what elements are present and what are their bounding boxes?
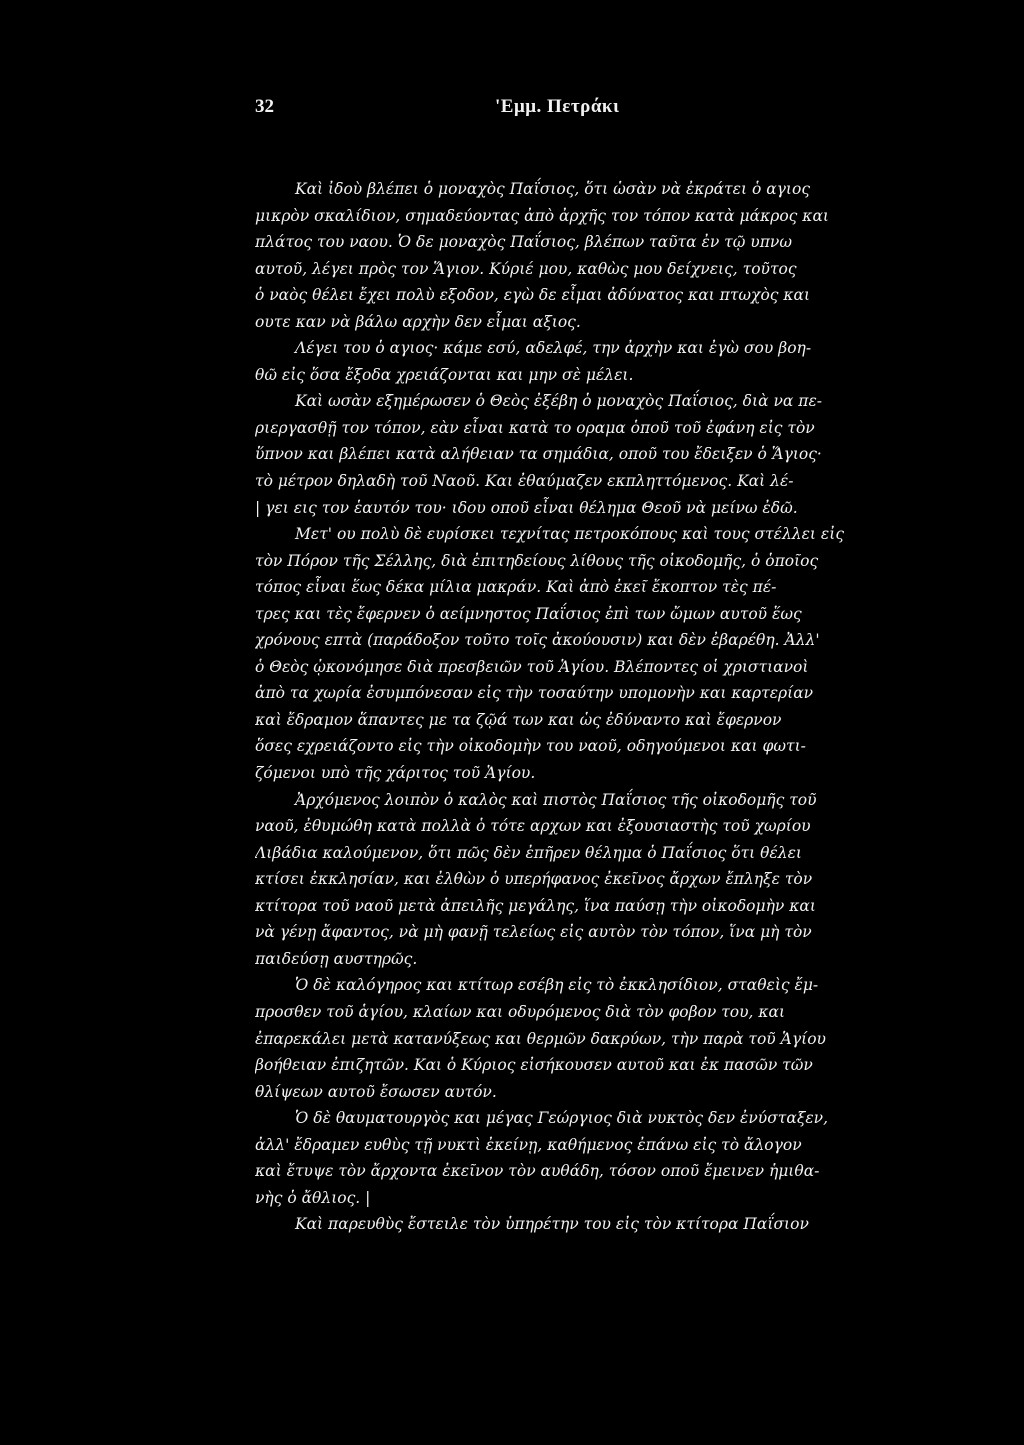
text-line: ὁ Θεὸς ᾠκονόμησε διὰ πρεσβειῶν τοῦ Ἁγίου. Βλέποντες οἱ χριστιανοὶ [255,657,809,676]
text-line: βοήθειαν ἐπιζητῶν. Και ὁ Κύριος εἰσήκουσεν αυτοῦ και ἐκ πασῶν τῶν [255,1056,813,1075]
text-line: ἐπαρεκάλει μετὰ κατανύξεως και θερμῶν δακρύων, τὴν παρὰ τοῦ Ἁγίου [255,1029,826,1048]
text-line: αυτοῦ, λέγει πρὸς τον Ἅγιον. Κύριέ μου, καθὼς μου δείχνεις, τοῦτος [255,259,797,278]
text-line: ναοῦ, ἐθυμώθη κατὰ πολλὰ ὁ τότε αρχων και ἐξουσιαστὴς τοῦ χωρίου [255,817,811,836]
text-line: νὴς ὁ ἄθλιος. | [255,1188,371,1207]
text-line: ριεργασθῇ τον τόπον, εὰν εἶναι κατὰ το οραμα ὁποῦ τοῦ ἐφάνη εἰς τὸν [255,418,815,437]
text-line: πλάτος του ναου. Ὁ δε μοναχὸς Παΐσιος, βλέπων ταῦτα ἐν τῷ υπνω [255,233,792,252]
text-line: ὁ ναὸς θέλει ἔχει πολὺ εξοδον, εγὼ δε εἶμαι ἀδύνατος και πτωχὸς και [255,286,811,305]
text-line: Λιβάδια καλούμενον, ὅτι πῶς δὲν ἐπῆρεν θέλημα ὁ Παΐσιος ὅτι θέλει [255,843,802,862]
text-line: παιδεύσῃ αυστηρῶς. [255,949,418,968]
text-line: μικρὸν σκαλίδιον, σημαδεύοντας ἀπὸ ἀρχῆς τον τόπον κατὰ μάκρος και [255,206,829,225]
body-text [255,176,880,1238]
text-line: ὅσες εχρειάζοντο εἰς τὴν οἰκοδομὴν του ναοῦ, οδηγούμενοι και φωτι- [255,737,806,756]
text-line: θῶ εἰς ὅσα ἔξοδα χρειάζονται και μην σὲ μέλει. [255,365,634,384]
text-line: καὶ ἔδραμον ἅπαντες με τα ζῷά των και ὡς ἐδύναντο καὶ ἔφερνον [255,710,782,729]
text-line: θλίψεων αυτοῦ ἔσωσεν αυτόν. [255,1082,497,1101]
text-line: κτίτορα τοῦ ναοῦ μετὰ ἀπειλῆς μεγάλης, ἵνα παύσῃ τὴν οἰκοδομὴν και [255,896,816,915]
text-line: χρόνους επτὰ (παράδοξον τοῦτο τοῖς ἀκούουσιν) και δὲν ἐβαρέθη. Ἀλλ' [255,631,820,650]
text-line: τρες και τὲς ἔφερνεν ὁ αείμνηστος Παΐσιος ἐπὶ των ὤμων αυτοῦ ἕως [255,604,802,623]
text-line: ουτε καν νὰ βάλω αρχὴν δεν εἶμαι αξιος. [255,312,581,331]
text-line: Ἀρχόμενος λοιπὸν ὁ καλὸς καὶ πιστὸς Παΐσιος τῆς οἰκοδομῆς τοῦ [295,790,817,809]
text-line: Καὶ παρευθὺς ἔστειλε τὸν ὑπηρέτην του εἰς τὸν κτίτορα Παΐσιον [295,1215,809,1234]
text-line: Ὁ δὲ θαυματουργὸς και μέγας Γεώργιος διὰ νυκτὸς δεν ἐνύσταξεν, [295,1109,829,1128]
running-head: 'Εμμ. Πετράκι [495,96,620,117]
text-line: καὶ ἔτυψε τὸν ἄρχοντα ἐκεῖνον τὸν αυθάδη, τόσον οποῦ ἔμεινεν ἡμιθα- [255,1162,820,1181]
text-line: ὕπνον και βλέπει κατὰ αλήθειαν τα σημάδια, οποῦ του ἔδειξεν ὁ Ἅγιος· [255,445,822,464]
text-line: Καὶ ωσὰν εξημέρωσεν ὁ Θεὸς ἐξέβη ὁ μοναχὸς Παΐσιος, διὰ να πε- [295,392,823,411]
text-line: τὸ μέτρον δηλαδὴ τοῦ Ναοῦ. Και ἐθαύμαζεν εκπληττόμενος. Καὶ λέ- [255,472,794,491]
text-line: νὰ γένῃ ἄφαντος, νὰ μὴ φανῇ τελείως εἰς αυτὸν τὸν τόπον, ἵνα μὴ τὸν [255,923,812,942]
text-line: Λέγει του ὁ αγιος· κάμε εσύ, αδελφέ, την ἀρχὴν και ἐγὼ σου βοη- [295,339,812,358]
text-line: τὸν Πόρον τῆς Σέλλης, διὰ ἐπιτηδείους λίθους τῆς οἰκοδομῆς, ὁ ὁποῖος [255,551,819,570]
text-line: προσθεν τοῦ ἁγίου, κλαίων και οδυρόμενος διὰ τὸν φοβον του, και [255,1002,786,1021]
page-number: 32 [255,96,274,117]
text-line: ζόμενοι υπὸ τῆς χάριτος τοῦ Ἁγίου. [255,764,536,783]
page-header [255,96,875,126]
text-line: | γει εις τον ἑαυτόν του· ιδου οποῦ εἶναι θέλημα Θεοῦ νὰ μείνω ἐδῶ. [255,498,798,517]
text-line: Καὶ ἰδοὺ βλέπει ὁ μοναχὸς Παΐσιος, ὅτι ὡσὰν νὰ ἐκράτει ὁ αγιος [295,180,811,198]
text-line: κτίσει ἐκκλησίαν, και ἐλθὼν ὁ υπερήφανος ἐκεῖνος ἄρχων ἔπληξε τὸν [255,870,813,889]
text-line: Ὁ δὲ καλόγηρος και κτίτωρ εσέβη εἰς τὸ ἐκκλησίδιον, σταθεὶς ἔμ- [295,976,819,995]
text-line: ἀπὸ τα χωρία ἐσυμπόνεσαν εἰς τὴν τοσαύτην υπομονὴν και καρτερίαν [255,684,814,703]
text-line: Μετ' ου πολὺ δὲ ευρίσκει τεχνίτας πετροκόπους καὶ τους στέλλει εἰς [295,525,844,544]
text-line: τόπος εἶναι ἕως δέκα μίλια μακράν. Καὶ ἀπὸ ἐκεῖ ἔκοπτον τὲς πέ- [255,578,777,597]
text-line: ἀλλ' ἔδραμεν ευθὺς τῇ νυκτὶ ἐκείνῃ, καθήμενος ἐπάνω εἰς τὸ ἄλογον [255,1135,802,1154]
